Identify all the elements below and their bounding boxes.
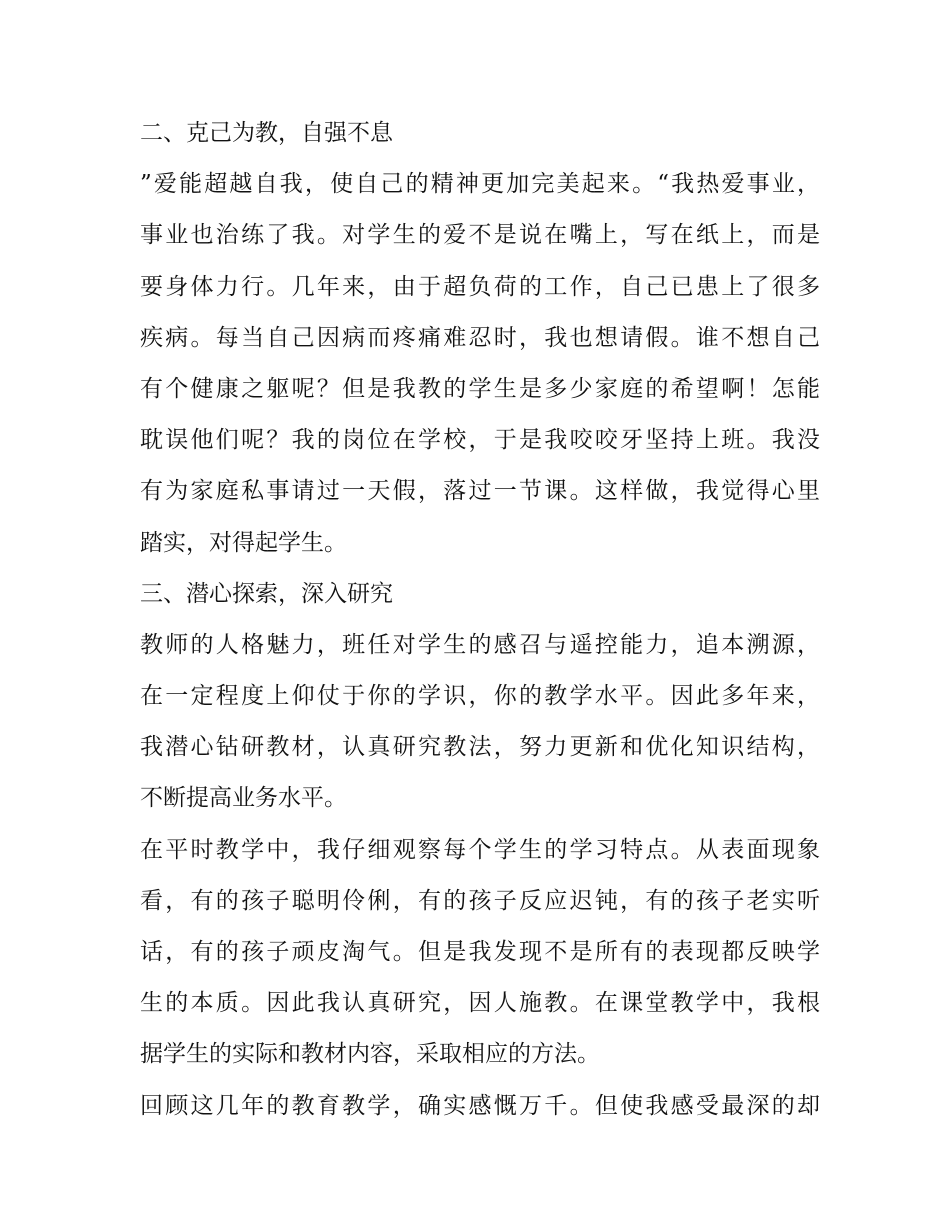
text-line: 看，有的孩子聪明伶俐，有的孩子反应迟钝，有的孩子老实听 [140, 887, 820, 914]
text-line: 话，有的孩子顽皮淘气。但是我发现不是所有的表现都反映学 [140, 939, 820, 965]
text-line: 耽误他们呢？我的岗位在学校，于是我咬咬牙坚持上班。我没 [140, 427, 820, 454]
text-line: 在平时教学中，我仔细观察每个学生的学习特点。从表面现象 [140, 836, 820, 863]
text-line: 生的本质。因此我认真研究，因人施教。在课堂教学中，我根 [140, 990, 820, 1017]
text-line: 要身体力行。几年来，由于超负荷的工作，自己已患上了很多 [140, 273, 820, 300]
text-line: 有个健康之躯呢？但是我教的学生是多少家庭的希望啊！怎能 [140, 375, 820, 402]
text-line: ”爱能超越自我，使自己的精神更加完美起来。“我热爱事业， [140, 171, 820, 198]
text-line: 疾病。每当自己因病而疼痛难忍时，我也想请假。谁不想自己 [140, 324, 820, 351]
text-line: 据学生的实际和教材内容，采取相应的方法。 [140, 1041, 600, 1068]
text-line: 教师的人格魅力，班任对学生的感召与遥控能力，追本溯源， [140, 631, 820, 658]
text-line: 事业也治练了我。对学生的爱不是说在嘴上，写在纸上，而是 [140, 222, 820, 249]
text-line: 我潜心钻研教材，认真研究教法，努力更新和优化知识结构， [140, 734, 820, 761]
text-line: 有为家庭私事请过一天假，落过一节课。这样做，我觉得心里 [140, 478, 820, 505]
text-line: 不断提高业务水平。 [140, 785, 347, 812]
text-line: 三、潜心探索，深入研究 [140, 580, 393, 607]
text-line: 踏实，对得起学生。 [140, 529, 347, 556]
text-line: 在一定程度上仰仗于你的学识，你的教学水平。因此多年来， [140, 683, 820, 710]
text-line: 回顾这几年的教育教学，确实感慨万千。但使我感受最深的却 [140, 1092, 820, 1119]
text-line: 二、克己为教，自强不息 [140, 120, 393, 146]
document-body-text [140, 108, 820, 1132]
